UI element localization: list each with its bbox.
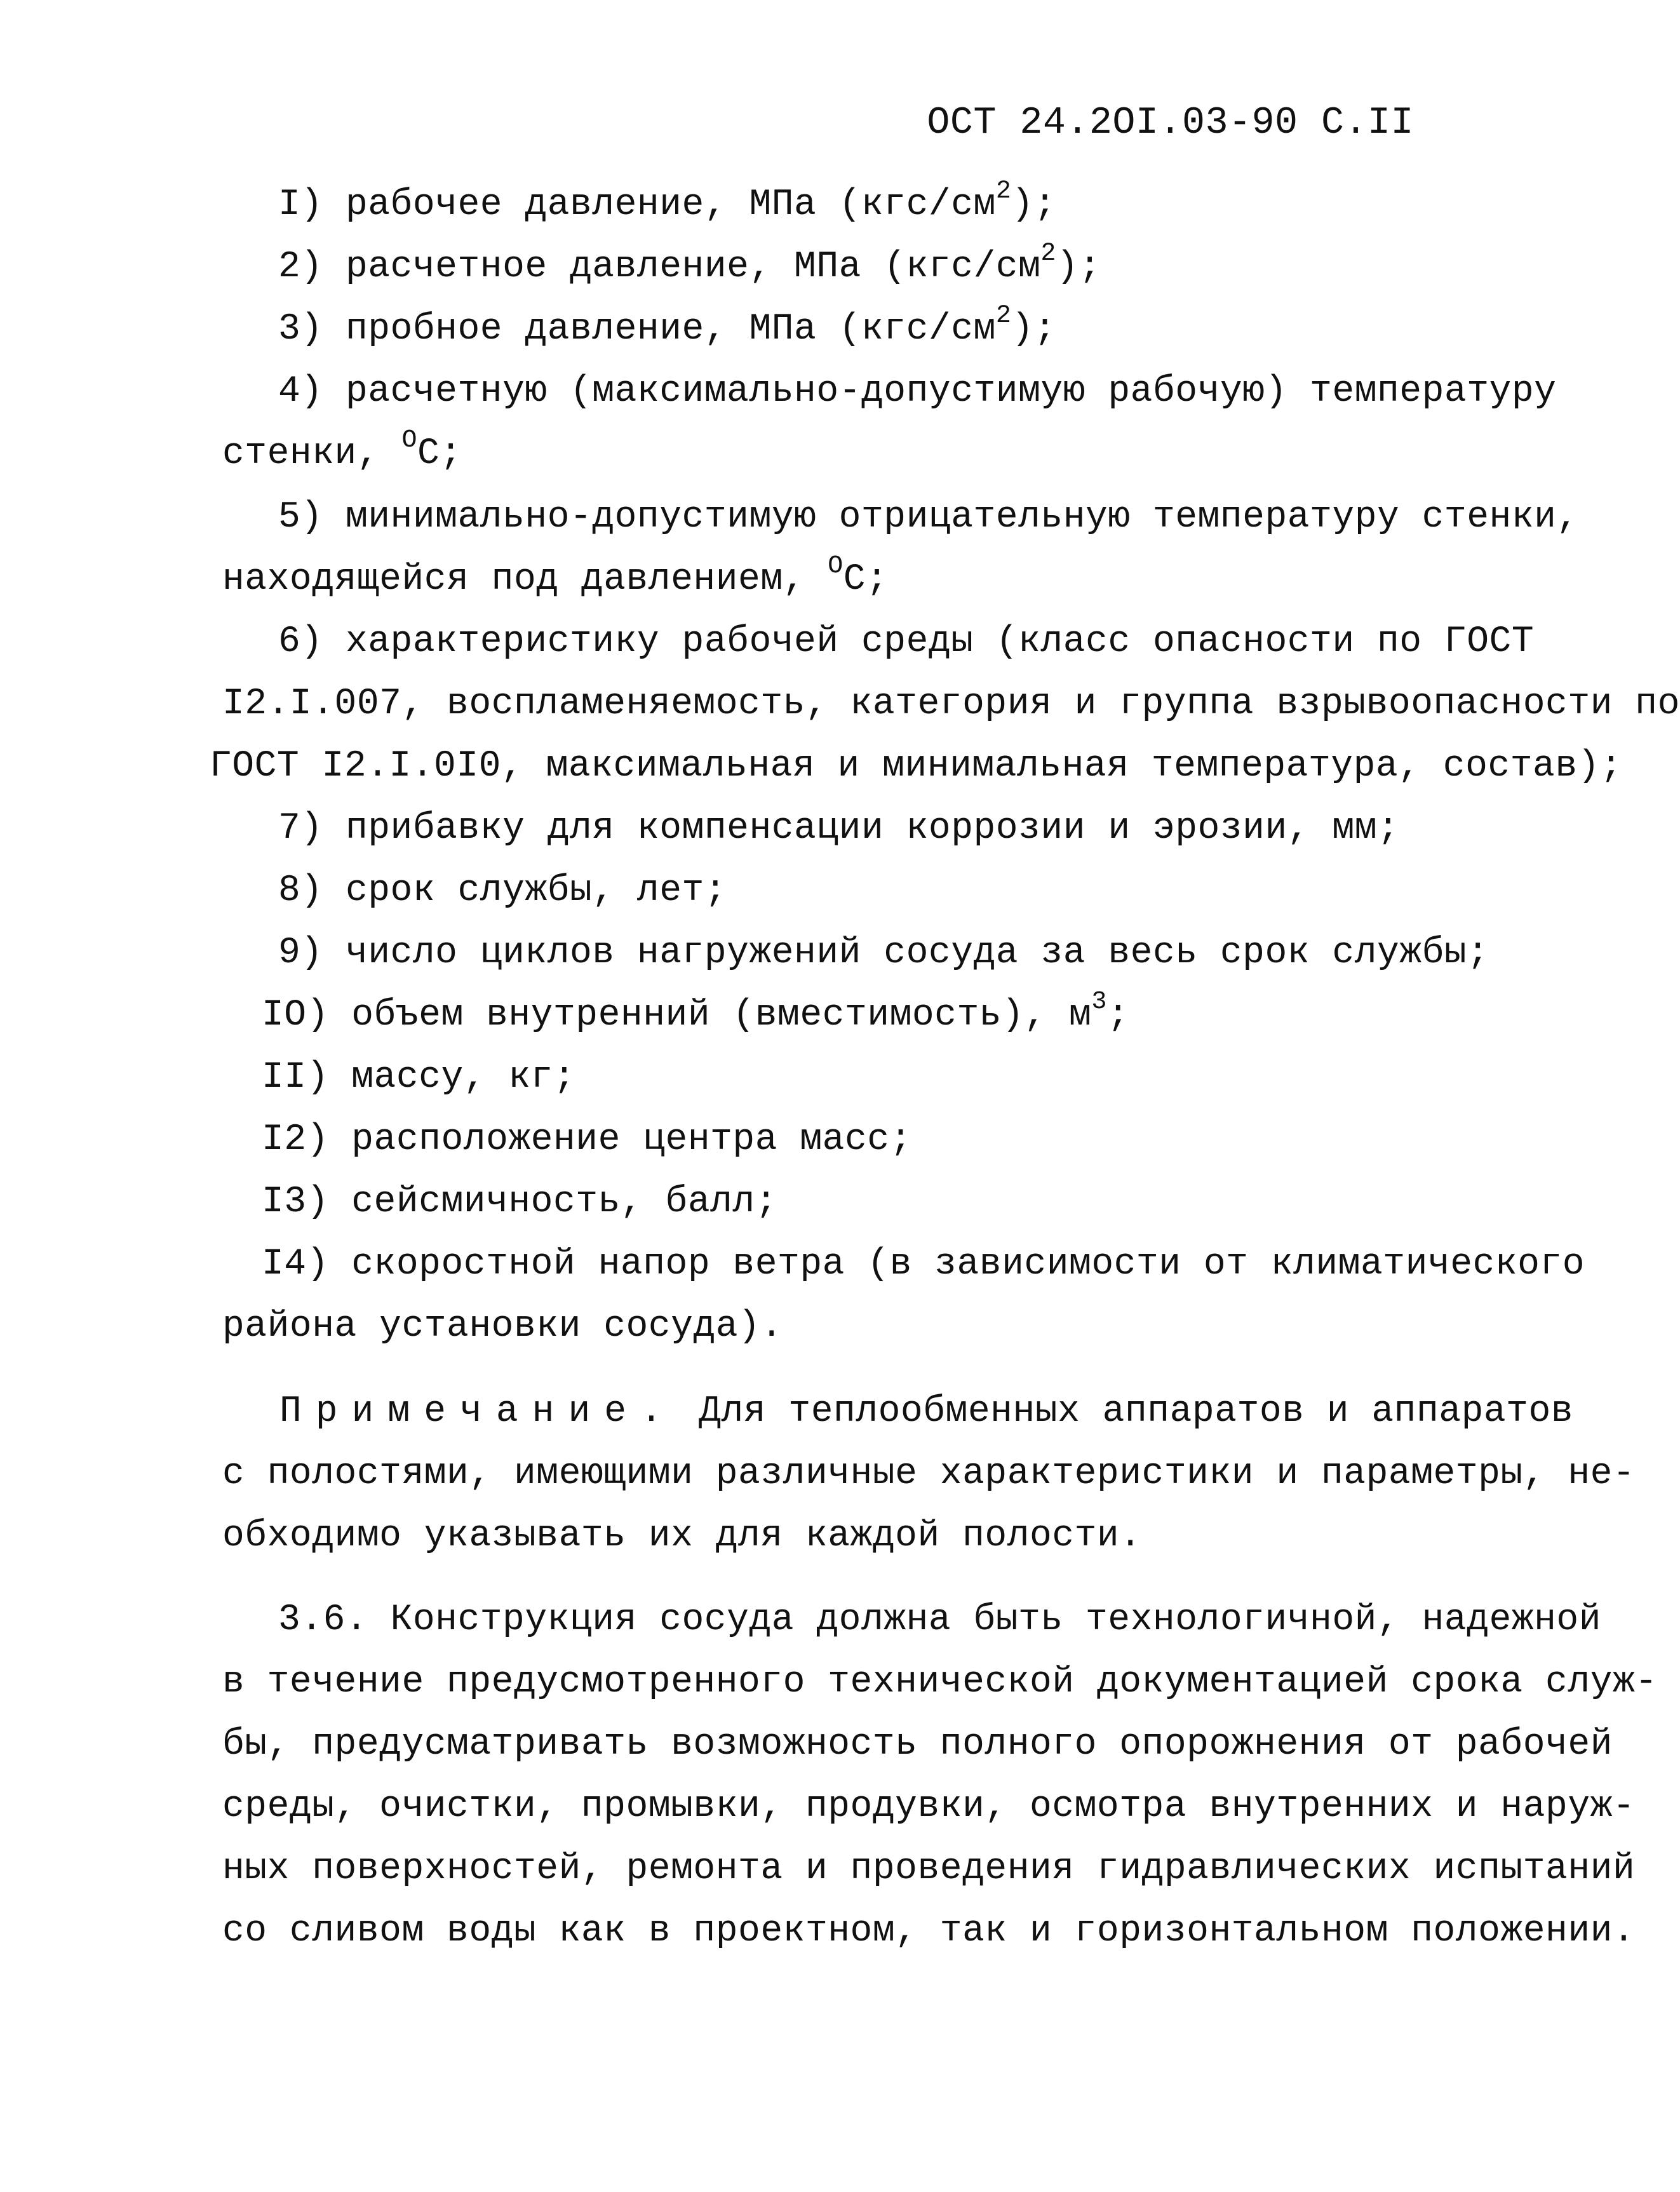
section-text: 3.6. Конструкция сосуда должна быть технологичной, надежной — [278, 1599, 1602, 1641]
section-text: ных поверхностей, ремонта и проведения гидравлических испытаний — [222, 1848, 1636, 1890]
list-item — [278, 808, 1399, 849]
section-line — [222, 1724, 1613, 1765]
superscript: O — [401, 426, 417, 455]
item-text: рабочее давление, МПа (кгс/см — [345, 184, 996, 225]
item-number: II) — [262, 1057, 329, 1098]
item-number: 9) — [278, 932, 323, 974]
list-item — [278, 177, 1056, 225]
document-header-code: ОСТ 24.2OI.03-90 С.II — [927, 102, 1414, 145]
list-item — [278, 621, 1534, 662]
superscript: 3 — [1091, 987, 1107, 1016]
list-item — [278, 371, 1556, 412]
item-number: 6) — [278, 621, 323, 662]
superscript: 2 — [1040, 239, 1056, 268]
item-tail: ); — [1011, 309, 1056, 350]
note-text: с полостями, имеющими различные характеристики и параметры, не- — [222, 1453, 1636, 1495]
item-tail: ; — [1106, 995, 1130, 1036]
section-text: в течение предусмотренного технической документацией срока служ- — [222, 1662, 1658, 1703]
section-paragraph — [278, 1599, 1601, 1641]
note-line — [222, 1453, 1635, 1495]
note-paragraph — [279, 1391, 1573, 1432]
item-cont-text: района установки сосуда). — [222, 1306, 783, 1347]
list-item-continuation — [222, 683, 1680, 725]
item-text: число циклов нагружений сосуда за весь срок службы; — [345, 932, 1489, 974]
list-item — [262, 1119, 912, 1160]
superscript: 2 — [995, 301, 1012, 330]
item-tail: ); — [1011, 184, 1056, 225]
list-item — [278, 497, 1579, 538]
list-item — [262, 1244, 1585, 1285]
item-text: срок службы, лет; — [345, 870, 727, 911]
item-number: IO) — [262, 995, 329, 1036]
section-text: бы, предусматривать возможность полного опорожнения от рабочей — [222, 1724, 1613, 1765]
item-cont-text: стенки, — [222, 433, 402, 474]
item-text: сейсмичность, балл; — [351, 1181, 778, 1223]
list-item — [278, 932, 1489, 974]
item-number: 5) — [278, 497, 323, 538]
list-item — [278, 239, 1101, 288]
list-item-continuation — [222, 1306, 783, 1347]
item-tail: С; — [417, 433, 462, 474]
list-item — [278, 301, 1056, 350]
list-item — [278, 870, 727, 911]
item-number: I4) — [262, 1244, 329, 1285]
list-item-continuation — [222, 426, 462, 474]
item-text: характеристику рабочей среды (класс опасности по ГОСТ — [345, 621, 1535, 662]
item-cont-text: находящейся под давлением, — [222, 559, 828, 600]
list-item — [262, 987, 1130, 1036]
item-number: I3) — [262, 1181, 329, 1223]
item-number: 3) — [278, 309, 323, 350]
item-text: скоростной напор ветра (в зависимости от климатического — [351, 1244, 1585, 1285]
note-label: Примечание. — [279, 1391, 676, 1432]
item-cont-text: I2.I.007, воспламеняемость, категория и группа взрывоопасности по — [222, 683, 1680, 725]
section-line — [222, 1786, 1635, 1827]
item-number: 4) — [278, 371, 323, 412]
section-line — [222, 1911, 1635, 1952]
item-number: I) — [278, 184, 323, 225]
item-number: 2) — [278, 246, 323, 288]
list-item — [262, 1181, 777, 1223]
item-tail: С; — [843, 559, 889, 600]
item-tail: ); — [1056, 246, 1101, 288]
item-number: 8) — [278, 870, 323, 911]
item-text: пробное давление, МПа (кгс/см — [345, 309, 996, 350]
item-text: расчетную (максимально-допустимую рабочую) температуру — [345, 371, 1557, 412]
section-text: среды, очистки, промывки, продувки, осмотра внутренних и наруж- — [222, 1786, 1636, 1827]
note-line — [222, 1516, 1142, 1557]
note-text: обходимо указывать их для каждой полости. — [222, 1516, 1142, 1557]
list-item-continuation — [210, 746, 1622, 787]
section-line — [222, 1662, 1658, 1703]
item-cont-text: ГОСТ I2.I.0I0, максимальная и минимальная температура, состав); — [210, 746, 1623, 787]
section-text: со сливом воды как в проектном, так и горизонтальном положении. — [222, 1911, 1636, 1952]
item-number: I2) — [262, 1119, 329, 1160]
item-number: 7) — [278, 808, 323, 849]
item-text: прибавку для компенсации коррозии и эрозии, мм; — [345, 808, 1400, 849]
superscript: 2 — [995, 177, 1012, 206]
note-text: Для теплообменных аппаратов и аппаратов — [676, 1391, 1574, 1432]
superscript: O — [828, 551, 843, 581]
item-text: массу, кг; — [351, 1057, 576, 1098]
section-line — [222, 1848, 1635, 1890]
item-text: объем внутренний (вместимость), м — [351, 995, 1092, 1036]
item-text: расположение центра масс; — [351, 1119, 912, 1160]
list-item — [262, 1057, 575, 1098]
list-item-continuation — [222, 551, 889, 600]
item-text: минимально-допустимую отрицательную температуру стенки, — [345, 497, 1579, 538]
item-text: расчетное давление, МПа (кгс/см — [345, 246, 1041, 288]
